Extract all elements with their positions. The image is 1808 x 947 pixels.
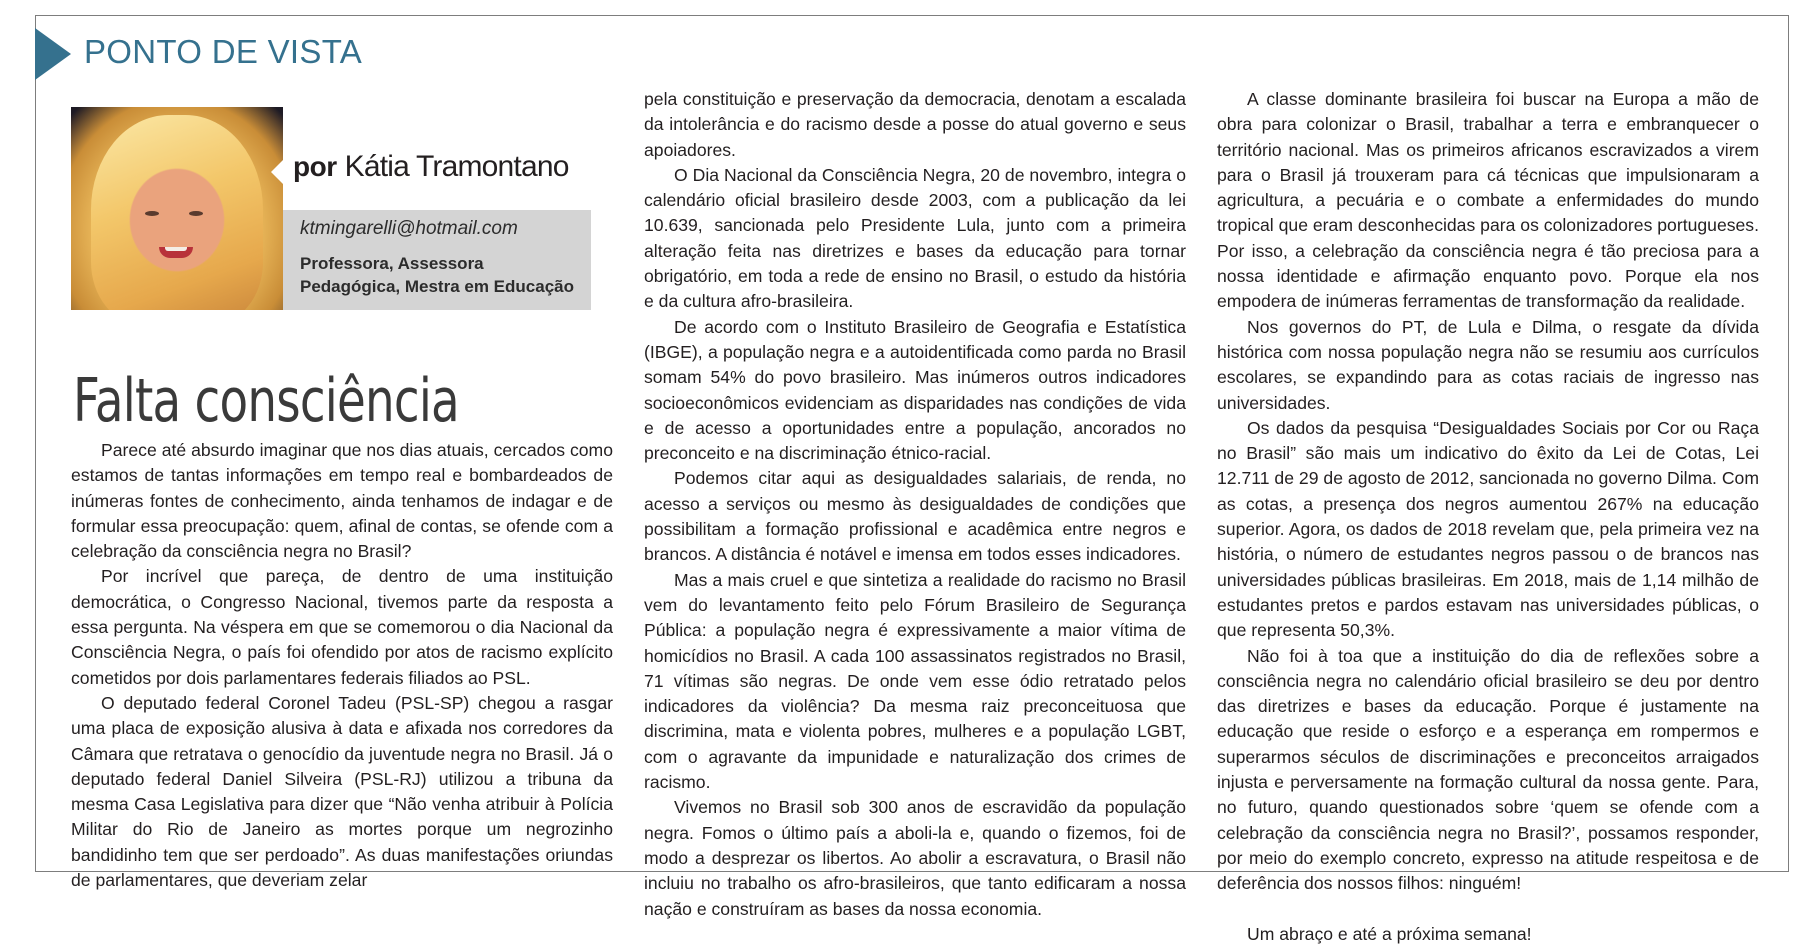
section-triangle-icon: [35, 28, 71, 80]
article-column-1: [71, 438, 613, 893]
author-name: Kátia Tramontano: [344, 150, 569, 183]
byline-prefix: por: [293, 151, 337, 182]
section-title: PONTO DE VISTA: [84, 33, 363, 70]
paragraph: Não foi à toa que a instituição do dia de reflexões sobre a consciência negra no calendário oficial brasileiro se deu por dentro das diretrizes e bases da educação. Porque é justamente na educação que reside o esforço e a esperança em rompermos e superarmos séculos de discriminações e preconceitos arraigados injusta e perversamente na formação cultural da nossa gente. Para, no futuro, quando questionados sobre ‘quem se ofende com a celebração da consciência negra no Brasil?’, possamos responder, por meio do exemplo concreto, expresso na atitude respeitosa e de deferência dos nossos filhos: ninguém!: [1217, 645, 1759, 894]
paragraph: Mas a mais cruel e que sintetiza a realidade do racismo no Brasil vem do levantamento feito pelo Fórum Brasileiro de Segurança Pública: a população negra é expressivamente a maior vítima de homicídios no Brasil. A cada 100 assassinatos registrados no Brasil, 71 vítimas são negras. De onde vem esse ódio retratado pelos indicadores da violência? Da mesma raiz preconceituosa que discrimina, mata e violenta pobres, mulheres e a população LGBT, com o agravante da impunidade e naturalização dos crimes de racismo.: [644, 569, 1186, 793]
paragraph: Vivemos no Brasil sob 300 anos de escravidão da população negra. Fomos o último país a aboli-la e, quando o fizemos, foi de modo a desprezar os libertos. Ao abolir a escravatura, o Brasil não incluiu no trabalho os afro-brasileiros, que tanto edificaram a nossa nação e construíram as bases da nossa economia.: [644, 797, 1186, 919]
author-bio: [300, 252, 590, 298]
article-column-3: [1217, 87, 1759, 947]
paragraph: Os dados da pesquisa “Desigualdades Sociais por Cor ou Raça no Brasil” são mais um indicativo do êxito da Lei de Cotas, Lei 12.711 de 29 de agosto de 2012, sancionada no governo Dilma. Com as cotas, a presença dos negros aumentou 267% na educação superior. Agora, os dados de 2018 revelam que, pela primeira vez na história, o número de estudantes negros passou o de brancos nas universidades públicas brasileiras. Em 2018, mais de 1,14 milhão de estudantes pretos e pardos estavam nas universidades públicas, o que representa 50,3%.: [1217, 417, 1759, 641]
paragraph: Parece até absurdo imaginar que nos dias atuais, cercados como estamos de tantas informações em tempo real e bombardeados de inúmeras fontes de conhecimento, ainda tenhamos de indagar e de formular essa preocupação: quem, afinal de contas, se ofende com a celebração da consciência negra no Brasil?: [71, 440, 613, 562]
author-bio-line: Pedagógica, Mestra em Educação: [300, 277, 574, 296]
article-column-2: [644, 87, 1186, 922]
paragraph: A classe dominante brasileira foi buscar na Europa a mão de obra para colonizar o Brasil, trabalhar a terra e embranquecer o território nacional. Mas os primeiros africanos escravizados a virem para o Brasil já trouxeram para cá técnicas que impulsionaram a agricultura, a pecuária e o combate a enfermidades do mundo tropical que eram desconhecidas para os colonizadores portugueses. Por isso, a celebração da consciência negra é tão preciosa para a nossa identidade e afirmação enquanto povo. Porque ela nos empodera de inúmeras ferramentas de transformação da realidade.: [1217, 89, 1759, 312]
paragraph: pela constituição e preservação da democracia, denotam a escalada da intolerância e do racismo desde a posse do atual governo e seus apoiadores.: [644, 89, 1186, 160]
author-photo-hair: [91, 115, 263, 310]
paragraph: Podemos citar aqui as desigualdades salariais, de renda, no acesso a serviços ou mesmo às desigualdades de condições que possibilitam a formação profissional e acadêmica entre negros e brancos. A distância é notável e imensa em todos esses indicadores.: [644, 468, 1186, 565]
paragraph: Por incrível que pareça, de dentro de uma instituição democrática, o Congresso Nacional, tivemos parte da resposta a essa pergunta. Na véspera em que se comemorou o dia Nacional da Consciência Negra, o país foi ofendido por atos de racismo explícito cometidos por dois parlamentares federais filiados ao PSL.: [71, 566, 613, 688]
author-photo-teeth: [165, 247, 187, 251]
signoff: Um abraço e até a próxima semana!: [1247, 923, 1532, 944]
author-email[interactable]: ktmingarelli@hotmail.com: [300, 218, 518, 239]
author-bio-line: Professora, Assessora: [300, 254, 484, 273]
author-photo-eye: [189, 211, 203, 216]
paragraph: O deputado federal Coronel Tadeu (PSL-SP) chegou a rasgar uma placa de exposição alusiva à data e afixada nos corredores da Câmara que retratava o genocídio da juventude negra no Brasil. Já o deputado federal Daniel Silveira (PSL-RJ) utilizou a tribuna da mesma Casa Legislativa para dizer que “Não venha atribuir à Polícia Militar do Rio de Janeiro as mortes porque um negrozinho bandidinho tem que ser perdoado”. As duas manifestações oriundas de parlamentares, que deveriam zelar: [71, 692, 613, 891]
author-photo-eye: [145, 211, 159, 216]
paragraph: Nos governos do PT, de Lula e Dilma, o resgate da dívida histórica com nossa população negra não se resumiu aos currículos escolares, se expandindo para as cotas raciais de ingresso nas universidades.: [1217, 316, 1759, 413]
byline-notch-icon: [271, 160, 283, 184]
author-byline: [293, 150, 569, 184]
article-headline: Falta consciência: [73, 366, 459, 437]
paragraph: O Dia Nacional da Consciência Negra, 20 de novembro, integra o calendário oficial brasileiro desde 2003, com a publicação da lei 10.639, sancionada pelo Presidente Lula, junto com a primeira alteração feita nas diretrizes e bases da educação para tornar obrigatório, em toda a rede de ensino no Brasil, o estudo da história e da cultura afro-brasileira.: [644, 164, 1186, 312]
paragraph: De acordo com o Instituto Brasileiro de Geografia e Estatística (IBGE), a população negra e a autoidentificada como parda no Brasil somam 54% do povo brasileiro. Mas inúmeros outros indicadores socioeconômicos evidenciam as disparidades nas condições de vida e de acesso a oportunidades entre a população, ancorados no preconceito e na discriminação étnico-racial.: [644, 316, 1186, 464]
author-photo: [71, 107, 283, 310]
